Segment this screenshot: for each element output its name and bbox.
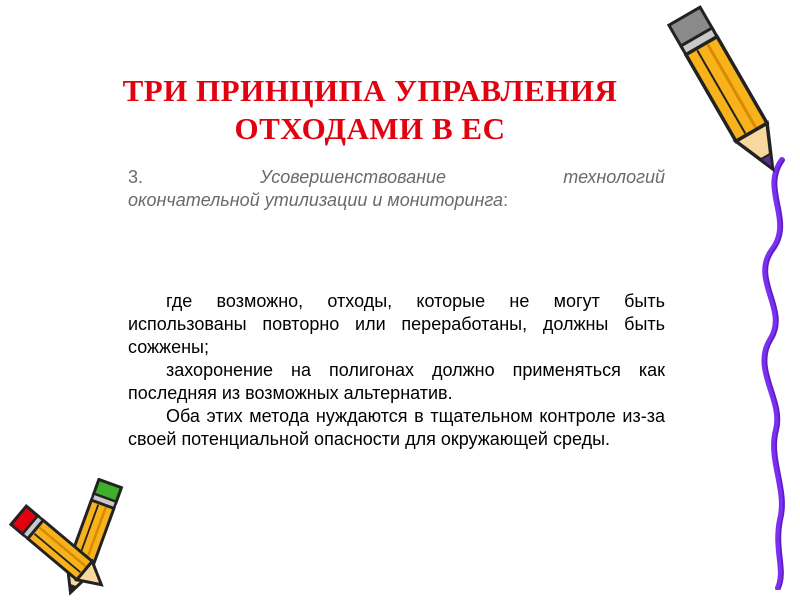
slide-title-line1: ТРИ ПРИНЦИПА УПРАВЛЕНИЯ (122, 73, 618, 108)
principle-heading-line1 (128, 166, 665, 189)
paragraph: захоронение на полигонах должно применяться как последняя из возможных альтернатив. (128, 360, 665, 403)
paragraph: где возможно, отходы, которые не могут быть использованы повторно или переработаны, должны быть сожжены; (128, 291, 665, 357)
principle-heading-line2 (128, 189, 665, 212)
slide-title (60, 72, 680, 148)
principle-colon: : (503, 190, 509, 210)
principle-heading (128, 166, 665, 212)
pencil-small-icon (0, 500, 120, 600)
principle-word1: Усовершенствование (260, 167, 447, 187)
principle-number: 3. (128, 167, 144, 187)
principle-word2: технологий (563, 167, 665, 187)
paragraph: Оба этих метода нуждаются в тщательном контроле из-за своей потенциальной опасности для окружающей среды. (128, 406, 665, 449)
principle-line2-text: окончательной утилизации и мониторинга (128, 190, 504, 210)
slide-title-line2: ОТХОДАМИ В ЕС (234, 111, 506, 146)
squiggle-line-icon (740, 150, 800, 590)
body-text (128, 290, 665, 451)
pencil-large-icon (660, 0, 800, 190)
